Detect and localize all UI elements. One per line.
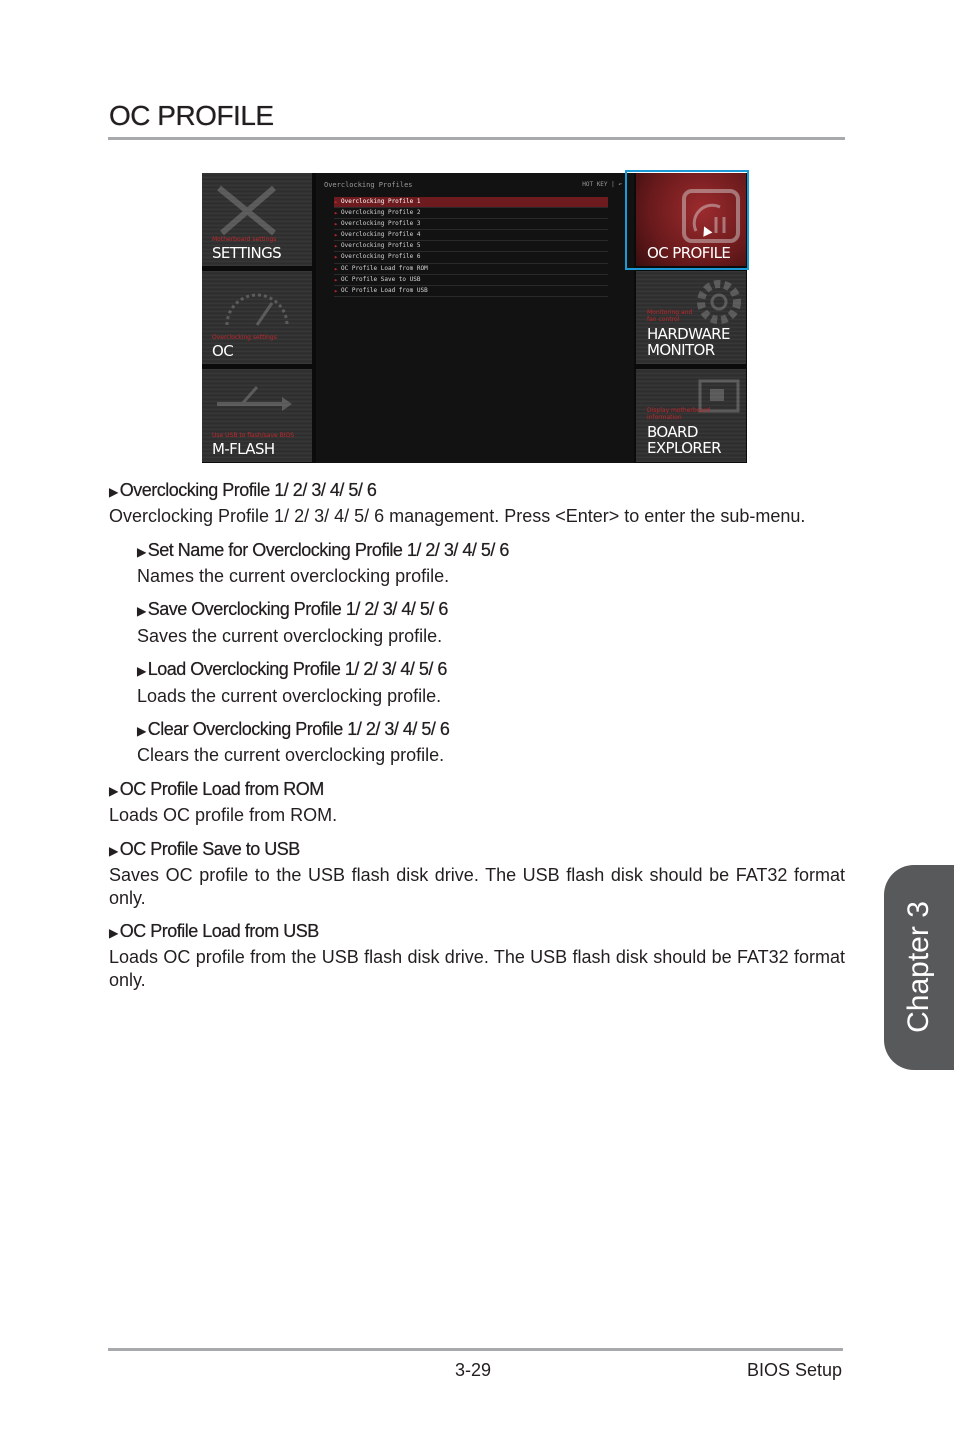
section-heading: ▶ OC Profile Load from USB [109, 921, 319, 941]
triangle-bullet-icon: ▶ [137, 604, 146, 618]
page-number: 3-29 [455, 1360, 492, 1380]
hotkey-label[interactable]: HOT KEY | ↶ [582, 181, 622, 188]
mflash-label: M-FLASH [212, 440, 275, 458]
section-body: Loads OC profile from the USB flash disk drive. The USB flash disk should be FAT32 format only. [109, 947, 845, 990]
bios-menu-item[interactable]: ▸ Overclocking Profile 5 [334, 241, 608, 252]
settings-tile[interactable] [202, 173, 312, 266]
section-heading: ▶ Clear Overclocking Profile 1/ 2/ 3/ 4/ 5/ 6 [137, 719, 450, 739]
title-rule [108, 137, 845, 140]
board-explorer-desc-1: Display motherboard [647, 407, 711, 414]
hardware-monitor-tile[interactable] [636, 271, 746, 364]
bios-menu-item[interactable]: ▸ OC Profile Load from USB [334, 286, 608, 297]
bios-menu-item[interactable]: ▸ Overclocking Profile 4 [334, 230, 608, 241]
page-title: OC PROFILE [109, 100, 274, 131]
section-body: Names the current overclocking profile. [137, 566, 450, 586]
bios-menu-item[interactable]: ▸ Overclocking Profile 1 [334, 197, 608, 208]
section-body: Overclocking Profile 1/ 2/ 3/ 4/ 5/ 6 management. Press <Enter> to enter the sub-menu. [109, 506, 806, 526]
triangle-bullet-icon: ▶ [109, 926, 118, 940]
section-body: Loads the current overclocking profile. [137, 686, 442, 706]
mflash-tile[interactable] [202, 369, 312, 462]
section-heading: ▶ OC Profile Load from ROM [109, 779, 324, 799]
mflash-desc: Use USB to flash/save BIOS [212, 432, 295, 439]
oc-tile[interactable] [202, 271, 312, 364]
triangle-bullet-icon: ▶ [109, 485, 118, 499]
settings-label: SETTINGS [212, 244, 282, 262]
gear-icon [692, 275, 746, 329]
bios-menu-item[interactable]: ▸ OC Profile Save to USB [334, 275, 608, 286]
bios-menu-list [334, 197, 608, 297]
hardware-monitor-label-1: HARDWARE [647, 325, 730, 343]
section-body: Saves the current overclocking profile. [137, 626, 443, 646]
triangle-bullet-icon: ▶ [137, 724, 146, 738]
usb-icon [212, 379, 292, 424]
oc-profile-label: OC PROFILE [647, 244, 731, 262]
hardware-monitor-desc-1: Monitoring and [647, 309, 693, 316]
oc-desc: Overclocking settings [212, 334, 277, 341]
section-heading: ▶ Save Overclocking Profile 1/ 2/ 3/ 4/ 5/ 6 [137, 599, 448, 619]
hardware-monitor-label-2: MONITOR [647, 341, 715, 359]
board-explorer-label-2: EXPLORER [647, 439, 721, 457]
board-explorer-desc-2: information [647, 414, 682, 421]
settings-desc: Motherboard settings [212, 236, 277, 243]
bios-menu-item[interactable]: ▸ Overclocking Profile 2 [334, 208, 608, 219]
bios-menu-panel [316, 173, 634, 463]
section-body: Loads OC profile from ROM. [109, 805, 338, 825]
bios-menu-header: Overclocking Profiles [324, 181, 413, 189]
triangle-bullet-icon: ▶ [109, 784, 118, 798]
bios-menu-item[interactable]: ▸ Overclocking Profile 3 [334, 219, 608, 230]
section-heading: ▶ OC Profile Save to USB [109, 839, 300, 859]
tools-icon [214, 183, 284, 238]
section-heading: ▶ Set Name for Overclocking Profile 1/ 2/ 3/ 4/ 5/ 6 [137, 540, 509, 560]
footer-section-name: BIOS Setup [746, 1360, 842, 1380]
triangle-bullet-icon: ▶ [137, 545, 146, 559]
section-body: Saves OC profile to the USB flash disk drive. The USB flash disk should be FAT32 format only. [109, 865, 845, 908]
bios-menu-item[interactable]: ▸ OC Profile Load from ROM [334, 264, 608, 275]
bios-menu-item[interactable]: ▸ Overclocking Profile 6 [334, 252, 608, 263]
board-explorer-tile[interactable] [636, 369, 746, 462]
triangle-bullet-icon: ▶ [109, 844, 118, 858]
selection-highlight [625, 170, 749, 270]
hardware-monitor-desc-2: fan control [647, 316, 680, 323]
gauge-icon [222, 285, 292, 330]
section-body: Clears the current overclocking profile. [137, 745, 445, 765]
chapter-label: Chapter 3 [902, 901, 935, 1033]
section-heading: ▶ Load Overclocking Profile 1/ 2/ 3/ 4/ 5/ 6 [137, 659, 447, 679]
oc-label: OC [212, 342, 234, 360]
footer-rule [108, 1348, 843, 1351]
section-heading: ▶ Overclocking Profile 1/ 2/ 3/ 4/ 5/ 6 [109, 480, 377, 500]
triangle-bullet-icon: ▶ [137, 664, 146, 678]
board-explorer-label-1: BOARD [647, 423, 698, 441]
